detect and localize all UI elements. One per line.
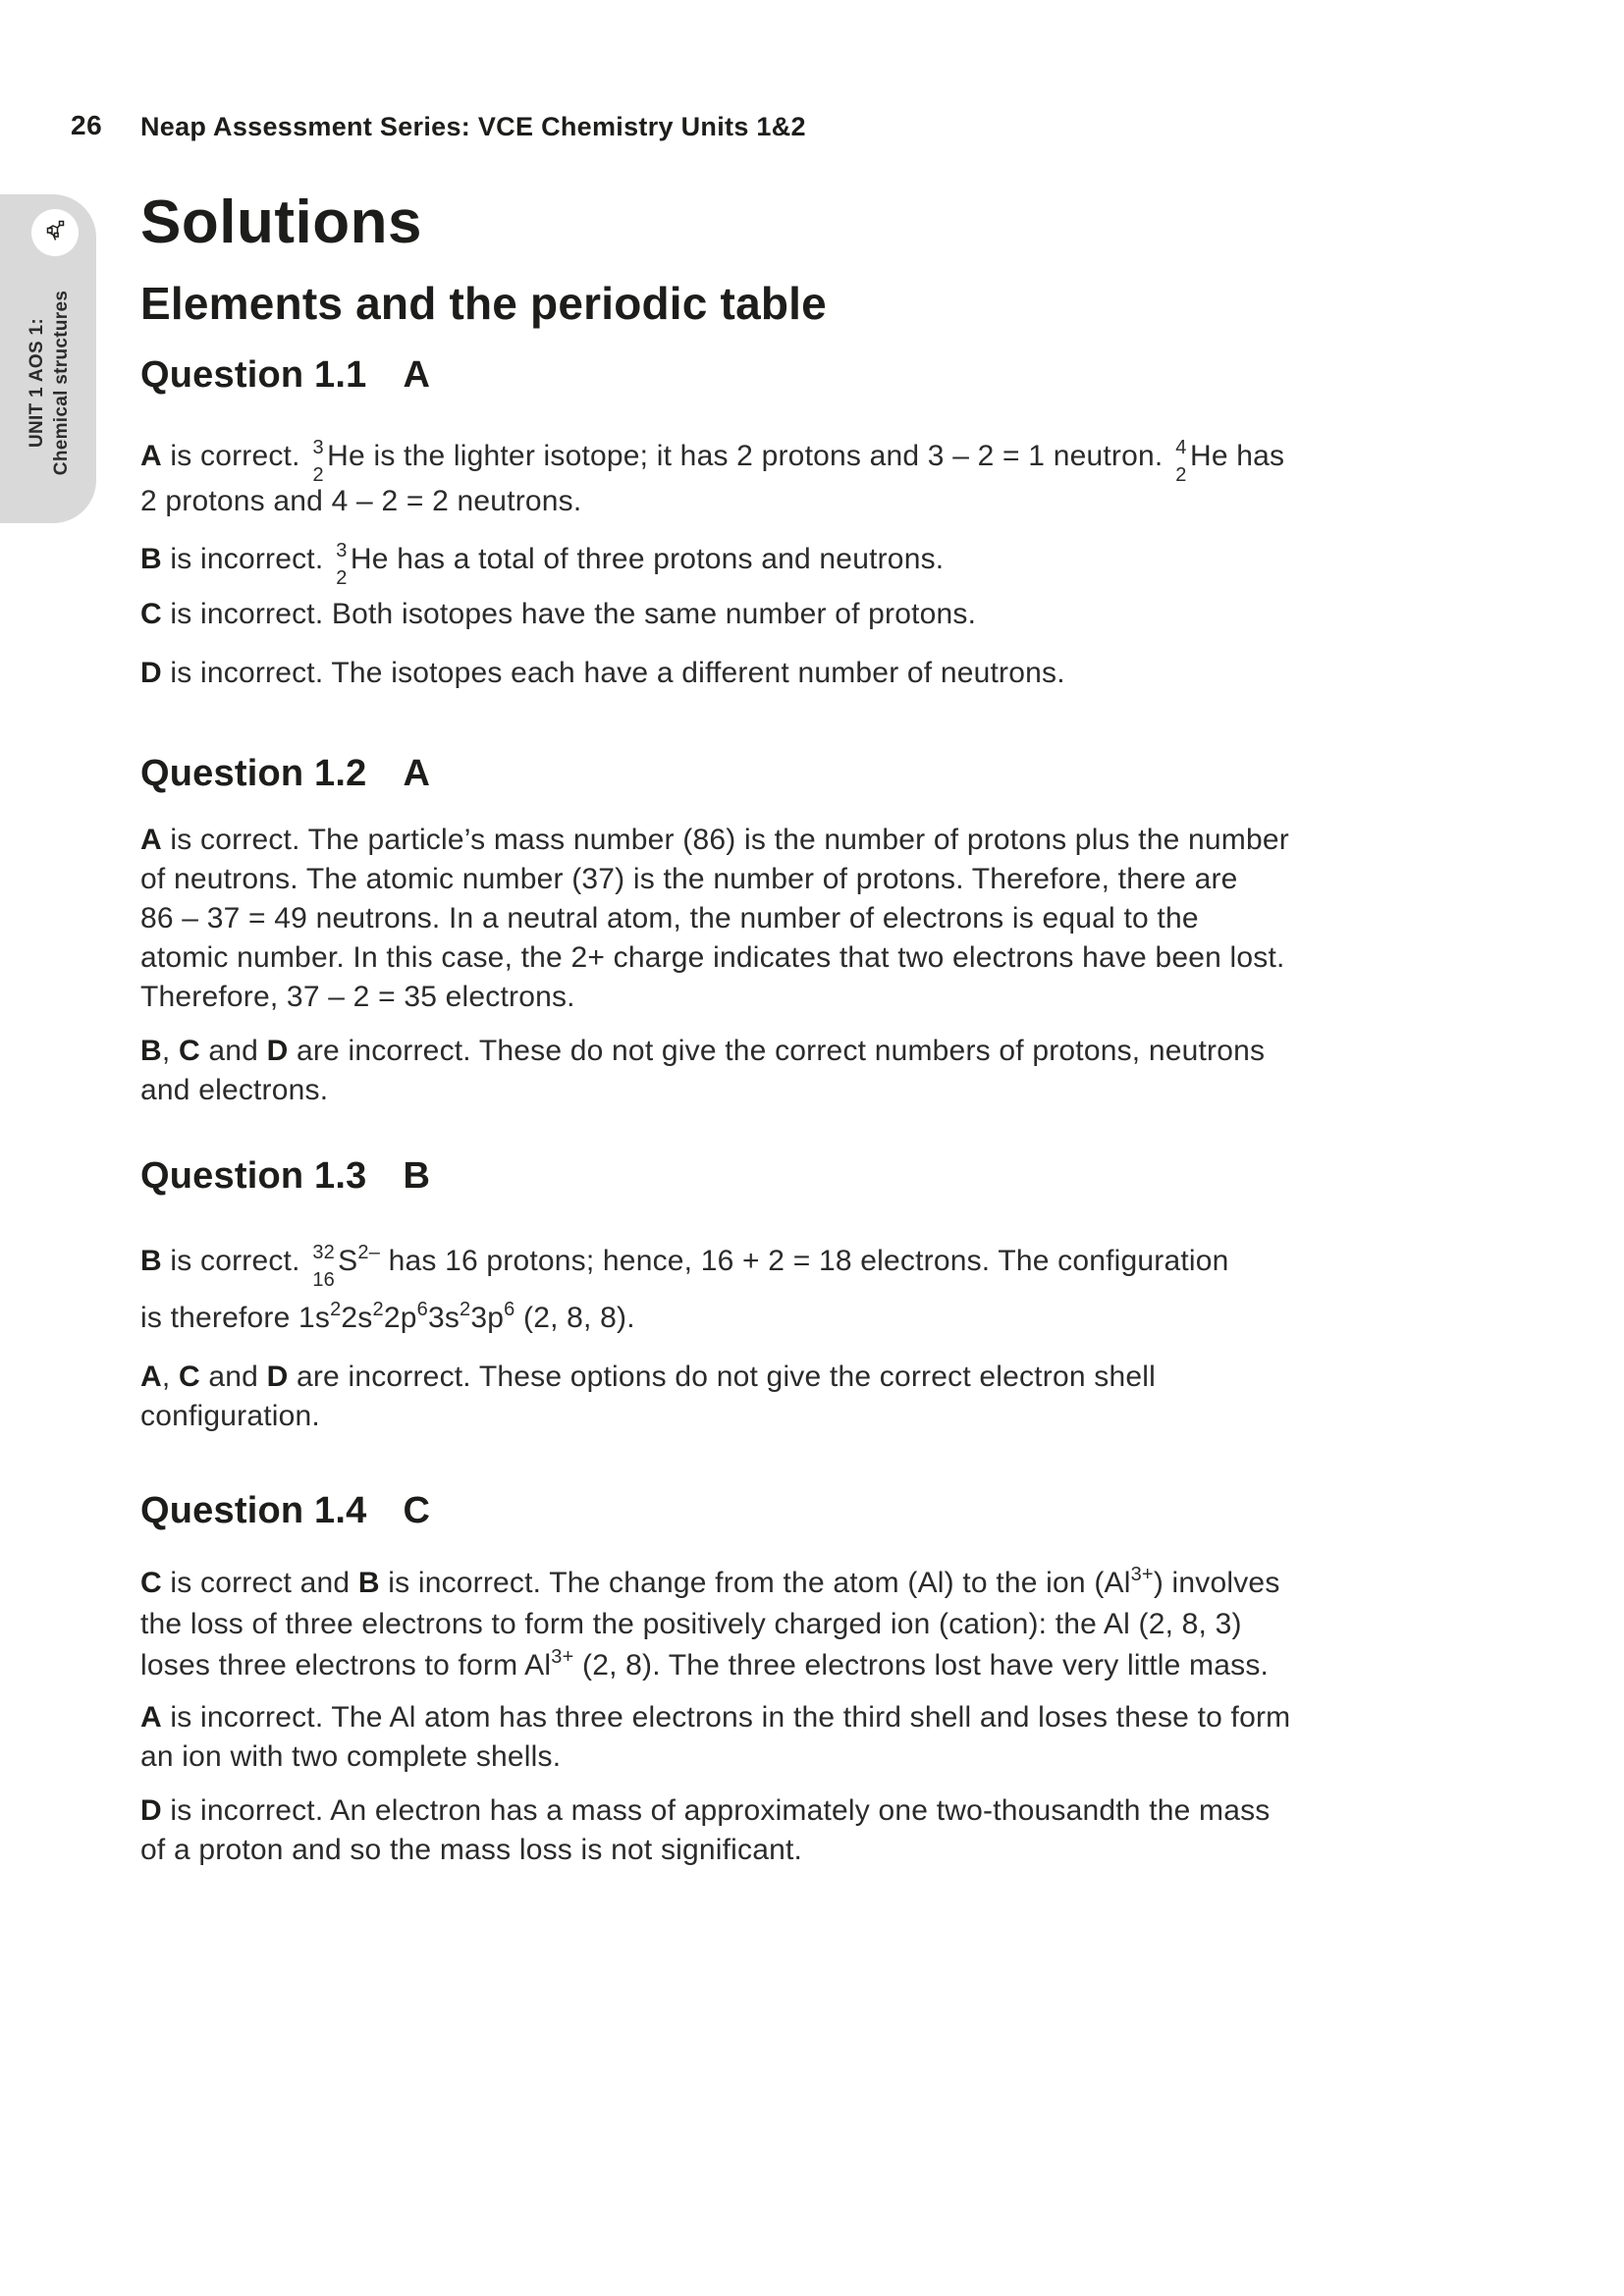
paragraph: [140, 821, 1289, 1017]
question-number: Question 1.2: [140, 753, 367, 794]
text-line: [140, 1698, 1290, 1737]
text-run: is incorrect. The isotopes each have a different number of neutrons.: [161, 657, 1065, 689]
text-line: [140, 434, 1285, 486]
option-letter: C: [178, 1361, 200, 1393]
question-heading: [140, 755, 430, 792]
unit-tab-line1: UNIT 1 AOS 1:: [27, 318, 47, 449]
paragraph: [140, 1358, 1156, 1436]
text-line: [140, 1737, 1290, 1777]
text-run: ,: [161, 1035, 179, 1067]
running-header-title: Neap Assessment Series: VCE Chemistry Units 1&2: [140, 112, 806, 141]
page-title: Solutions: [140, 188, 422, 256]
question-number: Question 1.4: [140, 1490, 367, 1531]
text-line: [140, 595, 976, 634]
isotope-notation: 4 2: [1175, 437, 1187, 486]
question-answer-letter: A: [403, 753, 431, 794]
page-number: 26: [71, 110, 103, 140]
option-letter: C: [140, 598, 162, 630]
text-run: is correct and: [161, 1567, 358, 1599]
text-run: atomic number. In this case, the 2+ charge indicates that two electrons have been lost.: [140, 941, 1285, 974]
text-run: and: [199, 1361, 267, 1393]
option-letter: A: [140, 824, 162, 856]
superscript: 2: [372, 1299, 384, 1320]
isotope-notation: 3 2: [312, 437, 324, 486]
option-letter: D: [140, 657, 162, 689]
text-run: Therefore, 37 – 2 = 35 electrons.: [140, 981, 575, 1013]
text-run: is correct.: [161, 440, 309, 472]
paragraph: [140, 595, 976, 634]
text-run: is incorrect. Both isotopes have the same number of protons.: [161, 598, 977, 630]
text-run: of a proton and so the mass loss is not significant.: [140, 1834, 803, 1866]
tab-icon-circle: [31, 209, 79, 256]
text-line: [140, 1645, 1280, 1686]
text-line: [140, 654, 1065, 693]
text-run: are incorrect. These options do not give the correct electron shell: [288, 1361, 1156, 1393]
text-run: He has a total of three protons and neutrons.: [350, 543, 945, 575]
text-run: loses three electrons to form Al: [140, 1649, 552, 1682]
text-line: [140, 1604, 1280, 1645]
text-line: [140, 1397, 1156, 1436]
text-run: is incorrect.: [161, 543, 332, 575]
unit-tab-line2: Chemical structures: [51, 290, 72, 476]
text-line: [140, 1233, 1229, 1290]
question-number: Question 1.3: [140, 1155, 367, 1197]
option-letter: B: [140, 1245, 162, 1277]
option-letter: D: [266, 1035, 289, 1067]
text-run: (2, 8, 8).: [514, 1302, 635, 1334]
section-heading: Elements and the periodic table: [140, 278, 827, 329]
unit-sidebar-tab: [0, 194, 96, 523]
superscript: 3+: [551, 1646, 574, 1668]
question-heading: [140, 1492, 430, 1529]
text-run: is incorrect. The Al atom has three electrons in the third shell and loses these to form: [161, 1701, 1291, 1734]
text-run: has 16 protons; hence, 16 + 2 = 18 electrons. The configuration: [380, 1245, 1229, 1277]
paragraph: [140, 1032, 1265, 1110]
text-run: is incorrect. An electron has a mass of approximately one two-thousandth the mass: [161, 1794, 1271, 1827]
option-letter: A: [140, 1701, 162, 1734]
superscript: 2–: [357, 1242, 381, 1263]
superscript: 6: [504, 1299, 515, 1320]
text-line: [140, 479, 1284, 524]
paragraph: [140, 1563, 1280, 1686]
superscript: 3+: [1130, 1564, 1154, 1585]
text-run: the loss of three electrons to form the positively charged ion (cation): the Al (2, 8, 3): [140, 1608, 1242, 1640]
text-line: [140, 1032, 1265, 1071]
text-line: [140, 1290, 1229, 1347]
option-letter: A: [140, 1361, 162, 1393]
text-run: is therefore 1s: [140, 1302, 331, 1334]
isotope-notation: 3 2: [336, 540, 348, 589]
question-answer-letter: A: [403, 354, 431, 396]
text-run: (2, 8). The three electrons lost have very little mass.: [573, 1649, 1270, 1682]
text-run: He has: [1189, 440, 1285, 472]
question-answer-letter: C: [403, 1490, 431, 1531]
text-run: is incorrect. The change from the atom (Al) to the ion (Al: [379, 1567, 1131, 1599]
text-run: an ion with two complete shells.: [140, 1740, 562, 1773]
text-line: [140, 899, 1289, 938]
question-number: Question 1.1: [140, 354, 367, 396]
text-run: is correct.: [161, 1245, 309, 1277]
unit-tab-label: [25, 291, 74, 475]
text-line: [140, 821, 1289, 860]
text-run: 2s: [341, 1302, 373, 1334]
option-letter: C: [140, 1567, 162, 1599]
page-content: [140, 0, 1535, 2296]
text-run: configuration.: [140, 1400, 320, 1432]
text-run: and electrons.: [140, 1074, 329, 1106]
option-letter: B: [140, 1035, 162, 1067]
question-answer-letter: B: [403, 1155, 431, 1197]
text-run: 86 – 37 = 49 neutrons. In a neutral atom, the number of electrons is equal to the: [140, 902, 1199, 934]
question-heading: [140, 356, 430, 394]
text-run: of neutrons. The atomic number (37) is the number of protons. Therefore, there are: [140, 863, 1238, 895]
text-line: [140, 860, 1289, 899]
text-run: and: [199, 1035, 267, 1067]
text-line: [140, 540, 945, 589]
text-line: [140, 1358, 1156, 1397]
text-run: He is the lighter isotope; it has 2 protons and 3 – 2 = 1 neutron.: [327, 440, 1171, 472]
text-line: [140, 1071, 1265, 1110]
superscript: 2: [330, 1299, 342, 1320]
paragraph: [140, 540, 945, 589]
text-run: are incorrect. These do not give the correct numbers of protons, neutrons: [288, 1035, 1266, 1067]
option-letter: D: [140, 1794, 162, 1827]
option-letter: B: [140, 543, 162, 575]
text-line: [140, 1563, 1280, 1604]
text-run: is correct. The particle’s mass number (86) is the number of protons plus the number: [161, 824, 1289, 856]
text-line: [140, 1791, 1271, 1831]
paragraph: [140, 654, 1065, 693]
option-letter: A: [140, 440, 162, 472]
text-run: 2p: [383, 1302, 417, 1334]
text-run: ) involves: [1153, 1567, 1280, 1599]
paragraph: [140, 1791, 1271, 1870]
option-letter: B: [357, 1567, 380, 1599]
paragraph: [140, 434, 1284, 524]
paragraph: [140, 1233, 1229, 1347]
text-run: 2 protons and 4 – 2 = 2 neutrons.: [140, 485, 582, 517]
superscript: 2: [460, 1299, 471, 1320]
superscript: 6: [416, 1299, 428, 1320]
text-run: S: [338, 1245, 358, 1277]
question-heading: [140, 1157, 430, 1195]
text-line: [140, 938, 1289, 978]
option-letter: D: [266, 1361, 289, 1393]
text-run: 3s: [427, 1302, 460, 1334]
option-letter: C: [178, 1035, 200, 1067]
text-run: ,: [161, 1361, 179, 1393]
paragraph: [140, 1698, 1290, 1777]
text-line: [140, 978, 1289, 1017]
isotope-notation: 32 16: [312, 1242, 335, 1291]
molecule-icon: [40, 216, 70, 250]
text-line: [140, 1831, 1271, 1870]
text-run: 3p: [470, 1302, 505, 1334]
